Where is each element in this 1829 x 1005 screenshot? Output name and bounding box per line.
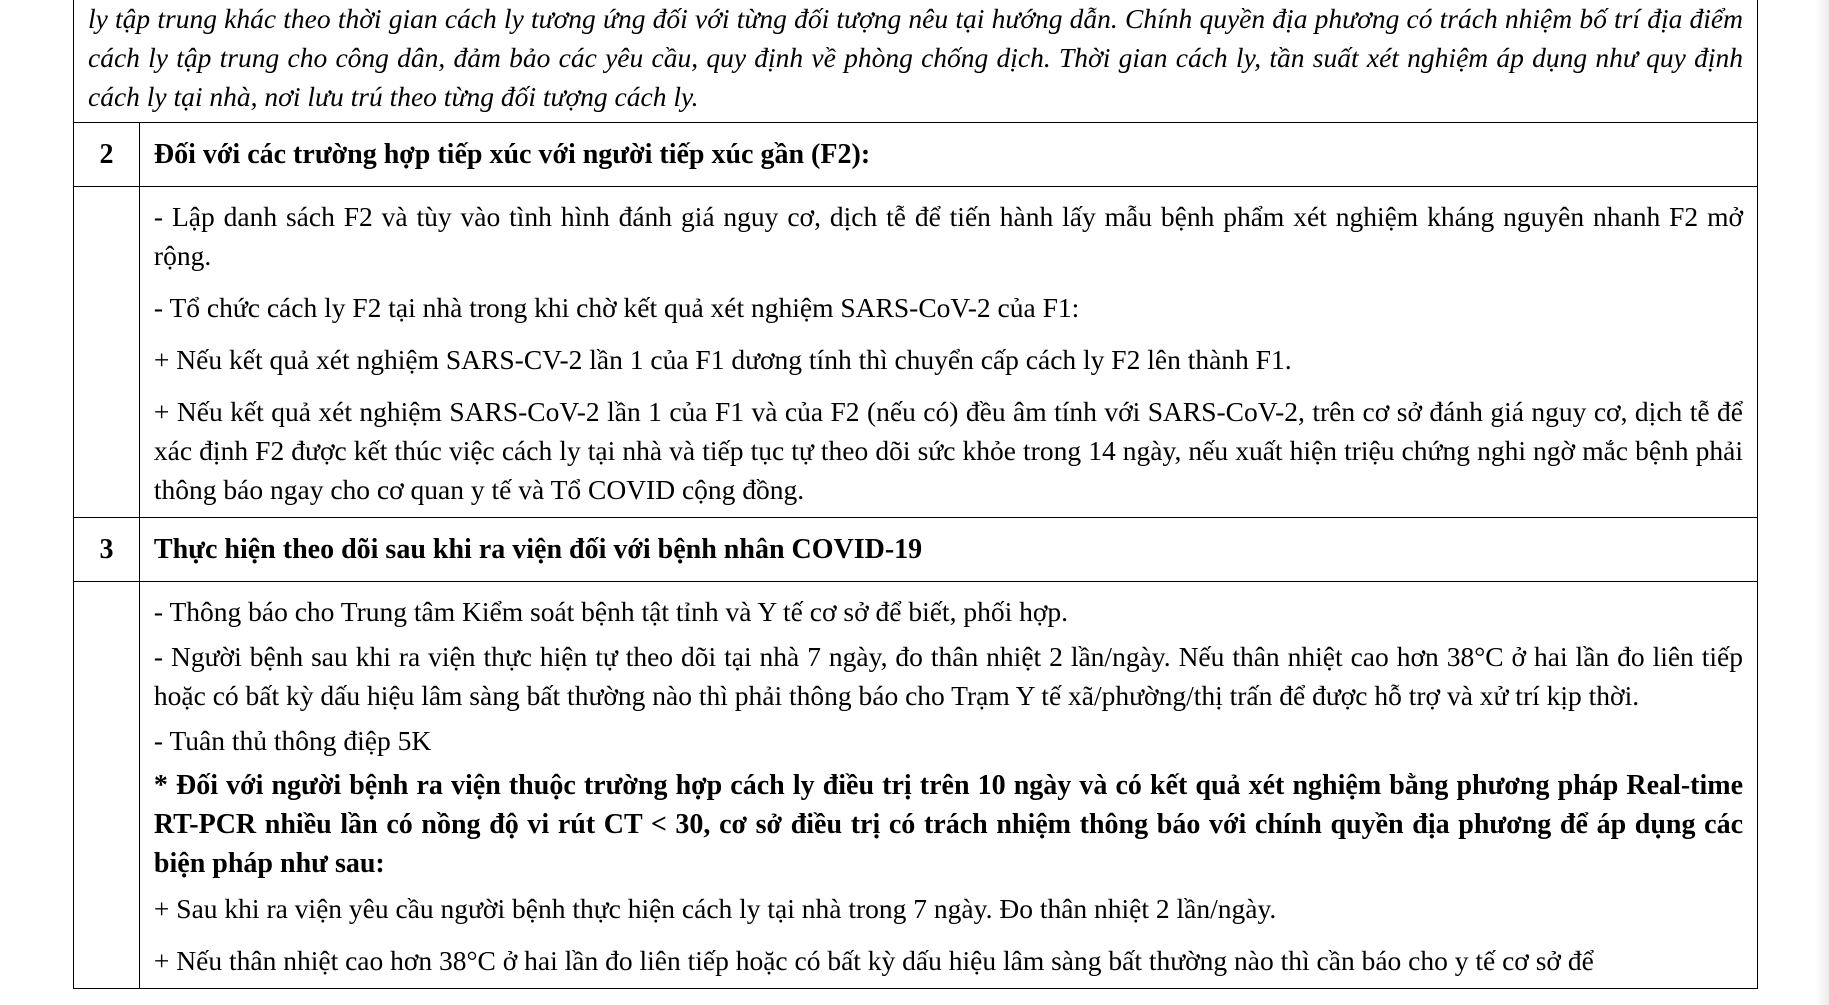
section-2-title: Đối với các trường hợp tiếp xúc với người tiếp xúc gần (F2): (139, 123, 1757, 187)
section-2-paragraph-4: + Nếu kết quả xét nghiệm SARS-CoV-2 lần 1 của F1 và của F2 (nếu có) đều âm tính với SARS-CoV-2, trên cơ sở đánh giá nguy cơ, dịch tễ để xác định F2 được kết thúc việc cách ly tại nhà và tiếp tục tự theo dõi sức khỏe trong 14 ngày, nếu xuất hiện triệu chứng nghi ngờ mắc bệnh phải thông báo ngay cho cơ quan y tế và Tổ COVID cộng đồng. (153, 396, 1743, 505)
section-2-number: 2 (74, 123, 140, 187)
guideline-table (73, 0, 1758, 989)
section-3-paragraph-1: - Thông báo cho Trung tâm Kiểm soát bệnh tật tỉnh và Y tế cơ sở để biết, phối hợp. (153, 596, 1069, 627)
section-3-body (139, 582, 1757, 989)
section-3-bold-note: * Đối với người bệnh ra viện thuộc trường hợp cách ly điều trị trên 10 ngày và có kết quả xét nghiệm bằng phương pháp Real-time RT-PCR nhiều lần có nồng độ vi rút CT < 30, cơ sở điều trị có trách nhiệm thông báo với chính quyền địa phương để áp dụng các biện pháp như sau: (153, 770, 1743, 879)
intro-row (74, 0, 1758, 123)
section-3-paragraph-5: + Sau khi ra viện yêu cầu người bệnh thực hiện cách ly tại nhà trong 7 ngày. Đo thân nhiệt 2 lần/ngày. (153, 893, 1277, 924)
section-3-paragraph-2: - Người bệnh sau khi ra viện thực hiện tự theo dõi tại nhà 7 ngày, đo thân nhiệt 2 lần/ngày. Nếu thân nhiệt cao hơn 38°C ở hai lần đo liên tiếp hoặc có bất kỳ dấu hiệu lâm sàng bất thường nào thì phải thông báo cho Trạm Y tế xã/phường/thị trấn để được hỗ trợ và xử trí kịp thời. (153, 641, 1743, 711)
section-3-paragraph-3: - Tuân thủ thông điệp 5K (153, 725, 432, 756)
section-2-paragraph-3: + Nếu kết quả xét nghiệm SARS-CV-2 lần 1 của F1 dương tính thì chuyển cấp cách ly F2 lên thành F1. (153, 344, 1292, 375)
section-2-body-row (74, 187, 1758, 518)
section-3-title: Thực hiện theo dõi sau khi ra viện đối với bệnh nhân COVID-19 (139, 518, 1757, 582)
section-2-heading-row (74, 123, 1758, 187)
section-2-paragraph-1: - Lập danh sách F2 và tùy vào tình hình đánh giá nguy cơ, dịch tễ để tiến hành lấy mẫu bệnh phẩm xét nghiệm kháng nguyên nhanh F2 mở rộng. (153, 201, 1743, 271)
section-2-number-spacer (74, 187, 140, 518)
intro-paragraph: ly tập trung khác theo thời gian cách ly tương ứng đối với từng đối tượng nêu tại hướng dẫn. Chính quyền địa phương có trách nhiệm bố trí địa điểm cách ly tập trung cho công dân, đảm bảo các yêu cầu, quy định về phòng chống dịch. Thời gian cách ly, tần suất xét nghiệm áp dụng như quy định cách ly tại nhà, nơi lưu trú theo từng đối tượng cách ly. (88, 3, 1743, 112)
section-2-paragraph-2: - Tổ chức cách ly F2 tại nhà trong khi chờ kết quả xét nghiệm SARS-CoV-2 của F1: (153, 292, 1080, 323)
intro-cell (74, 0, 1758, 123)
section-3-heading-row (74, 518, 1758, 582)
section-2-body (139, 187, 1757, 518)
section-3-number-spacer (74, 582, 140, 989)
page-edge-shadow (1815, 0, 1829, 1005)
section-3-paragraph-6: + Nếu thân nhiệt cao hơn 38°C ở hai lần đo liên tiếp hoặc có bất kỳ dấu hiệu lâm sàng bất thường nào thì cần báo cho y tế cơ sở để (153, 945, 1594, 976)
section-3-number: 3 (74, 518, 140, 582)
section-3-body-row (74, 582, 1758, 989)
